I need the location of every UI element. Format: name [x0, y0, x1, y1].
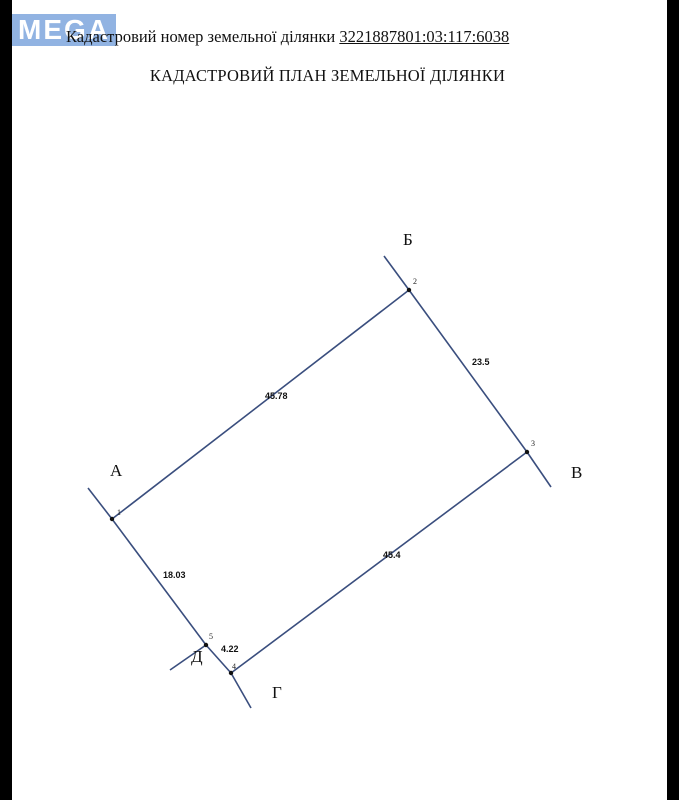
neighbor-label-g: Г	[272, 683, 282, 702]
neighbor-label-b: Б	[403, 230, 413, 249]
vertex-dot-4	[229, 671, 233, 675]
edge-length-labels	[163, 357, 490, 654]
vertex-dot-5	[204, 643, 208, 647]
vertex-dot-2	[407, 288, 411, 292]
cadastral-number: 3221887801:03:117:6038	[339, 27, 510, 46]
vertex-label-5: 5	[209, 632, 213, 641]
plot-boundaries	[88, 256, 551, 708]
vertex-label-3: 3	[531, 439, 535, 448]
vertex-dot-1	[110, 517, 114, 521]
extension-a	[88, 488, 112, 519]
neighbor-label-v: В	[571, 463, 583, 482]
mega-watermark-logo: MEGA	[12, 14, 116, 46]
neighbor-label-a: А	[110, 461, 123, 480]
vertex-label-4: 4	[232, 662, 236, 671]
length-4-5: 4.22	[221, 644, 239, 654]
vertex-points	[110, 288, 529, 675]
vertex-numbers	[117, 277, 535, 671]
length-1-2: 45.78	[265, 391, 288, 401]
neighbor-label-d: Д	[191, 647, 203, 666]
vertex-label-2: 2	[413, 277, 417, 286]
boundary-1-2	[112, 290, 409, 519]
boundary-5-1	[112, 519, 206, 645]
boundary-2-3	[409, 290, 527, 452]
length-3-4: 45.4	[383, 550, 401, 560]
boundary-3-4	[231, 452, 527, 673]
length-5-1: 18.03	[163, 570, 186, 580]
extension-v	[527, 452, 551, 487]
extension-b	[384, 256, 409, 290]
extension-g	[231, 673, 251, 708]
cadastral-label: Кадастровий номер земельної ділянки	[66, 27, 336, 46]
vertex-label-1: 1	[117, 508, 121, 517]
length-2-3: 23.5	[472, 357, 490, 367]
plan-title: КАДАСТРОВИЙ ПЛАН ЗЕМЕЛЬНОЇ ДІЛЯНКИ	[149, 66, 506, 85]
vertex-dot-3	[525, 450, 529, 454]
